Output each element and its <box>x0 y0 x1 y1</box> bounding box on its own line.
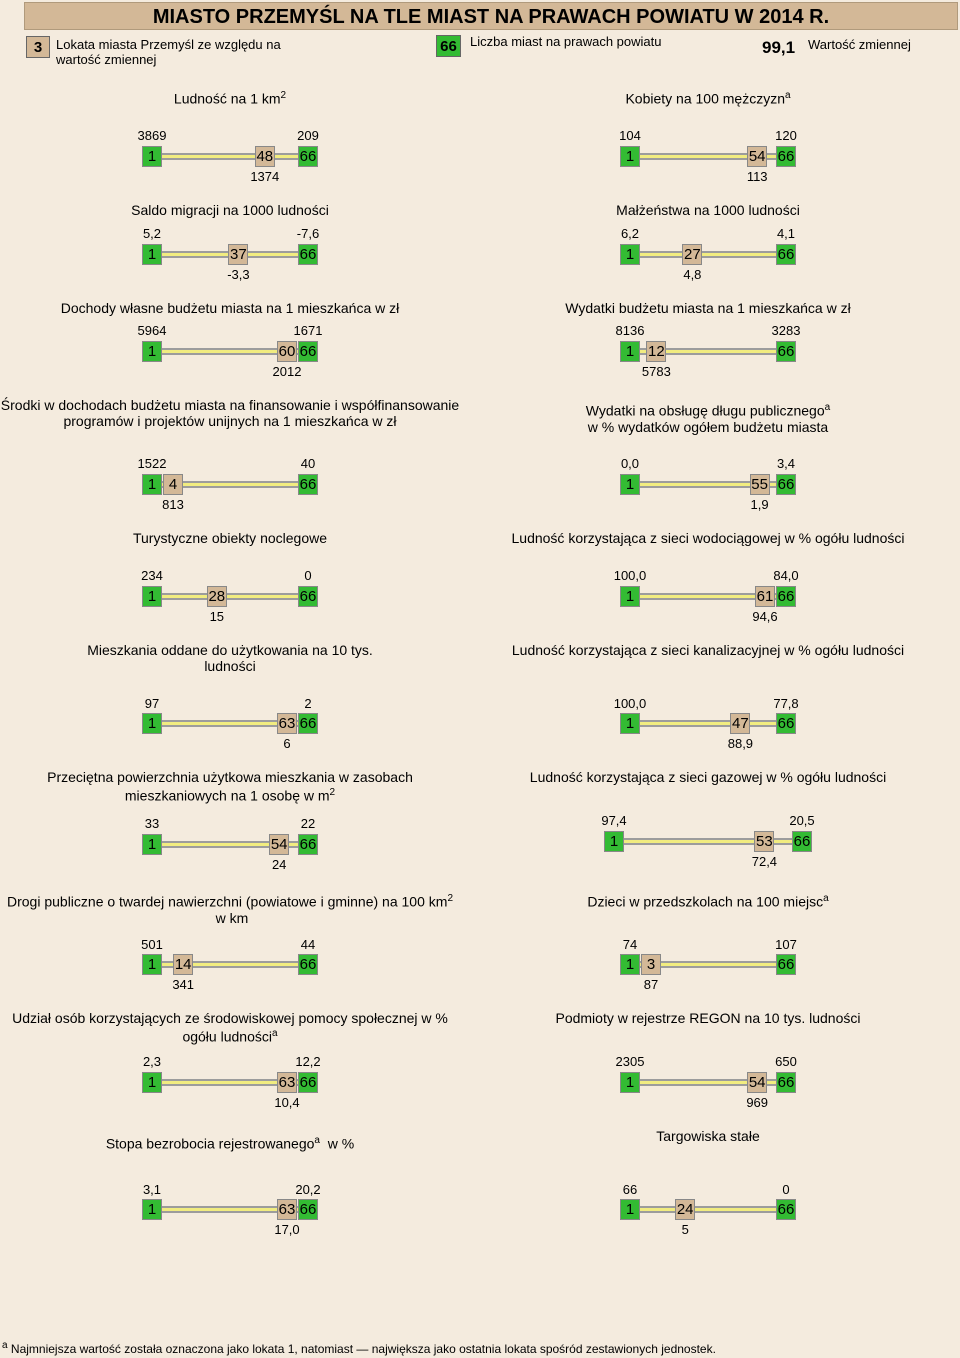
indicator-heading <box>478 88 938 107</box>
page-title: MIASTO PRZEMYŚL NA TLE MIAST NA PRAWACH POWIATU W 2014 R. <box>24 2 958 30</box>
scale-last-box: 66 <box>299 956 317 973</box>
indicator-scale-track <box>142 841 318 848</box>
scale-last-box: 66 <box>299 246 317 263</box>
indicator-heading-sup: a <box>784 90 791 101</box>
indicator-min-value: 97 <box>144 696 160 711</box>
indicator-heading-sup: a <box>823 893 829 904</box>
rank-marker: 28 <box>208 588 226 605</box>
rank-marker: 37 <box>230 246 247 263</box>
scale-last-box: 66 <box>777 956 795 973</box>
indicator-min-value: 3869 <box>137 128 167 143</box>
indicator-max-value: 2 <box>304 696 312 711</box>
indicator-city-value: 969 <box>746 1095 769 1110</box>
indicator-min-value: 6,2 <box>620 226 640 241</box>
indicator-max-value: 40 <box>300 456 316 471</box>
rank-marker: 27 <box>684 246 701 263</box>
scale-first-box: 1 <box>142 1199 162 1220</box>
indicator-heading <box>0 769 460 804</box>
indicator-min-value: 234 <box>141 568 163 583</box>
indicator-city-value: 1,9 <box>750 497 769 512</box>
indicator-min-value: 5964 <box>137 323 167 338</box>
indicator-heading-sup: 2 <box>447 893 453 904</box>
rank-marker: 24 <box>676 1201 694 1218</box>
indicator-city-value: 87 <box>643 977 659 992</box>
indicator-scale-track <box>604 838 812 845</box>
indicator-heading-text: Dochody własne budżetu miasta na 1 mieszkańca w zł <box>60 300 400 316</box>
indicator-heading <box>0 397 460 429</box>
indicator-heading <box>478 300 938 316</box>
scale-last-box: 66 <box>793 833 811 850</box>
rank-marker: 48 <box>256 148 274 165</box>
indicator-max-value: 209 <box>297 128 319 143</box>
scale-first-box: 1 <box>620 1072 640 1093</box>
indicator-max-value: 4,1 <box>776 226 796 241</box>
rank-marker: 54 <box>270 836 288 853</box>
scale-first-box: 1 <box>620 1199 640 1220</box>
indicator-min-value: 501 <box>141 937 163 952</box>
rank-marker: 47 <box>732 715 749 732</box>
indicator-min-value: 66 <box>622 1182 638 1197</box>
indicator-city-value: 6 <box>283 736 291 751</box>
indicator-min-value: 33 <box>144 816 160 831</box>
indicator-heading-text: Drogi publiczne o twardej nawierzchni (powiatowe i gminne) na 100 km <box>6 893 448 910</box>
scale-last-box: 66 <box>777 246 795 263</box>
scale-first-box: 1 <box>142 954 162 975</box>
scale-first-box: 1 <box>142 146 162 167</box>
indicator-city-value: 813 <box>162 497 184 512</box>
indicator-heading <box>0 300 460 316</box>
indicator-heading <box>478 1010 938 1026</box>
indicator-scale-track <box>620 720 796 727</box>
indicator-max-value: 20,2 <box>295 1182 321 1197</box>
indicator-heading-text: Mieszkania oddane do użytkowania na 10 tys. ludności <box>87 642 373 674</box>
scale-first-box: 1 <box>142 713 162 734</box>
indicator-max-value: 107 <box>775 937 797 952</box>
rank-marker: 63 <box>278 1201 296 1218</box>
scale-first-box: 1 <box>620 586 640 607</box>
indicator-min-value: 2305 <box>615 1054 645 1069</box>
scale-last-box: 66 <box>777 1201 795 1218</box>
scale-first-box: 1 <box>142 1072 162 1093</box>
indicator-min-value: 100,0 <box>613 696 647 711</box>
footnote <box>2 1340 716 1356</box>
indicator-max-value: 84,0 <box>773 568 799 583</box>
indicator-city-value: 94,6 <box>752 609 778 624</box>
indicator-heading-text: Ludność na 1 km <box>173 90 281 107</box>
indicator-min-value: 100,0 <box>613 568 647 583</box>
indicator-scale-track <box>620 153 796 160</box>
scale-last-box: 66 <box>299 1201 317 1218</box>
indicator-scale-track <box>620 1206 796 1213</box>
indicator-heading <box>478 891 938 910</box>
indicator-city-value: 24 <box>271 857 287 872</box>
scale-first-box: 1 <box>620 146 640 167</box>
legend-rank-text: Lokata miasta Przemyśl ze względu na wartość zmiennej <box>56 37 281 67</box>
indicator-heading-text: Przeciętna powierzchnia użytkowa mieszkania w zasobach mieszkaniowych na 1 osobę w m <box>47 769 413 804</box>
indicator-max-value: 12,2 <box>295 1054 321 1069</box>
indicator-scale-track <box>620 251 796 258</box>
indicator-max-value: 20,5 <box>789 813 815 828</box>
scale-last-box: 66 <box>299 588 317 605</box>
indicator-min-value: 5,2 <box>142 226 162 241</box>
scale-last-box: 66 <box>777 715 795 732</box>
indicator-min-value: 0,0 <box>620 456 640 471</box>
indicator-max-value: 0 <box>304 568 312 583</box>
indicator-heading-text-2: w % wydatków ogółem budżetu miasta <box>587 418 829 435</box>
indicator-scale-track <box>142 593 318 600</box>
scale-last-box: 66 <box>777 476 795 493</box>
indicator-min-value: 3,1 <box>142 1182 162 1197</box>
indicator-heading <box>478 1128 938 1144</box>
indicator-city-value: 88,9 <box>727 736 754 751</box>
indicator-heading-text: Środki w dochodach budżetu miasta na finansowanie i współfinansowanie programów i projektów unijnych na 1 mieszkańca w zł <box>0 397 460 429</box>
indicator-heading-text-2: w km <box>211 909 249 926</box>
indicator-city-value: 4,8 <box>683 267 702 282</box>
indicator-heading-sup: 2 <box>280 90 287 101</box>
rank-marker: 53 <box>756 833 773 850</box>
indicator-heading-sup: a <box>271 1028 278 1039</box>
indicator-scale-track <box>620 481 796 488</box>
indicator-max-value: 120 <box>775 128 797 143</box>
indicator-heading-text-2: w % <box>319 1135 355 1152</box>
footnote-text: Najmniejsza wartość została oznaczona jako lokata 1, natomiast — największa jako ostatnia lokata spośród zestawionych jednostek. <box>7 1342 716 1356</box>
rank-marker: 61 <box>756 588 774 605</box>
scale-first-box: 1 <box>142 244 162 265</box>
indicator-heading <box>0 88 460 107</box>
indicator-min-value: 74 <box>622 937 638 952</box>
footnote-marker: a <box>2 1340 8 1351</box>
scale-first-box: 1 <box>604 831 624 852</box>
scale-last-box: 66 <box>299 1074 317 1091</box>
indicator-heading <box>478 530 938 546</box>
indicator-max-value: 1671 <box>293 323 323 338</box>
indicator-heading <box>0 891 460 926</box>
scale-last-box: 66 <box>777 343 795 360</box>
rank-marker: 60 <box>278 343 296 360</box>
indicator-scale-track <box>142 153 318 160</box>
indicator-heading-text: Dzieci w przedszkolach na 100 miejsc <box>587 893 824 910</box>
indicator-city-value: 2012 <box>272 364 302 379</box>
indicator-heading-text: Ludność korzystająca z sieci gazowej w % ogółu ludności <box>529 769 887 785</box>
scale-last-box: 66 <box>777 1074 795 1091</box>
indicator-heading-text: Kobiety na 100 mężczyzn <box>625 90 785 107</box>
indicator-heading <box>80 642 380 674</box>
indicator-min-value: 1522 <box>137 456 167 471</box>
indicator-heading <box>478 769 938 785</box>
rank-marker: 14 <box>174 956 192 973</box>
indicator-heading-text: Ludność korzystająca z sieci wodociągowej w % ogółu ludności <box>511 530 905 546</box>
indicator-max-value: -7,6 <box>296 226 320 241</box>
indicator-heading <box>0 530 460 546</box>
indicator-max-value: 77,8 <box>773 696 799 711</box>
indicator-city-value: 17,0 <box>274 1222 300 1237</box>
indicator-heading <box>478 642 938 658</box>
indicator-city-value: 15 <box>209 609 225 624</box>
scale-first-box: 1 <box>620 713 640 734</box>
indicator-heading-sup: a <box>314 1135 320 1146</box>
scale-last-box: 66 <box>299 148 317 165</box>
indicator-city-value: 72,4 <box>751 854 778 869</box>
legend-rank-box: 3 <box>26 36 50 58</box>
indicator-min-value: 2,3 <box>142 1054 162 1069</box>
rank-marker: 63 <box>278 1074 296 1091</box>
scale-first-box: 1 <box>142 341 162 362</box>
rank-marker: 63 <box>278 715 296 732</box>
scale-first-box: 1 <box>620 244 640 265</box>
indicator-heading-text: Małżeństwa na 1000 ludności <box>616 202 800 218</box>
legend-count-text: Liczba miast na prawach powiatu <box>470 34 662 49</box>
rank-marker: 54 <box>748 148 766 165</box>
indicator-heading <box>0 1133 460 1152</box>
indicator-heading-text: Podmioty w rejestrze REGON na 10 tys. ludności <box>555 1010 861 1026</box>
indicator-max-value: 3,4 <box>776 456 796 471</box>
indicator-city-value: 5783 <box>641 364 671 379</box>
rank-marker: 54 <box>748 1074 766 1091</box>
indicator-min-value: 97,4 <box>601 813 627 828</box>
indicator-city-value: 1374 <box>250 169 280 184</box>
scale-first-box: 1 <box>620 341 640 362</box>
rank-marker: 55 <box>751 476 768 493</box>
indicator-city-value: 5 <box>681 1222 689 1237</box>
indicator-max-value: 650 <box>775 1054 797 1069</box>
scale-last-box: 66 <box>299 715 317 732</box>
indicator-heading-text: Udział osób korzystających ze środowiskowej pomocy społecznej w % ogółu ludności <box>12 1010 448 1045</box>
legend-count-box: 66 <box>436 35 461 57</box>
indicator-min-value: 8136 <box>615 323 645 338</box>
indicator-max-value: 3283 <box>771 323 801 338</box>
indicator-heading-text: Turystyczne obiekty noclegowe <box>132 530 328 546</box>
legend-sample-value: 99,1 <box>762 38 796 57</box>
rank-marker: 12 <box>648 343 665 360</box>
scale-first-box: 1 <box>142 474 162 495</box>
indicator-heading-text: Targowiska stałe <box>656 1128 760 1144</box>
indicator-city-value: 113 <box>746 169 768 184</box>
scale-last-box: 66 <box>777 148 795 165</box>
indicator-city-value: -3,3 <box>227 267 250 282</box>
legend-sample-text: Wartość zmiennej <box>808 37 911 52</box>
indicator-min-value: 104 <box>619 128 641 143</box>
indicator-scale-track <box>142 961 318 968</box>
indicator-heading-text: Saldo migracji na 1000 ludności <box>131 202 329 218</box>
scale-first-box: 1 <box>142 586 162 607</box>
scale-last-box: 66 <box>299 836 317 853</box>
scale-last-box: 66 <box>777 588 795 605</box>
indicator-max-value: 22 <box>300 816 316 831</box>
scale-last-box: 66 <box>299 343 317 360</box>
indicator-scale-track <box>620 1079 796 1086</box>
indicator-city-value: 341 <box>172 977 195 992</box>
scale-last-box: 66 <box>299 476 317 493</box>
scale-first-box: 1 <box>620 954 640 975</box>
indicator-heading-text: Wydatki na obsługę długu publicznego <box>585 402 825 419</box>
indicator-heading-text: Ludność korzystająca z sieci kanalizacyjnej w % ogółu ludności <box>511 642 905 658</box>
indicator-heading <box>478 400 938 435</box>
rank-marker: 3 <box>641 954 661 975</box>
indicator-heading-text: Stopa bezrobocia rejestrowanego <box>105 1135 315 1152</box>
indicator-heading-text: Wydatki budżetu miasta na 1 mieszkańca w zł <box>565 300 851 316</box>
indicator-heading <box>0 1010 460 1045</box>
indicator-heading-sup: 2 <box>329 787 336 798</box>
indicator-max-value: 44 <box>300 937 316 952</box>
indicator-heading-sup: a <box>824 402 831 413</box>
rank-marker: 4 <box>163 474 183 495</box>
indicator-heading <box>478 202 938 218</box>
scale-first-box: 1 <box>620 474 640 495</box>
scale-first-box: 1 <box>142 834 162 855</box>
indicator-city-value: 10,4 <box>274 1095 300 1110</box>
indicator-heading <box>0 202 460 218</box>
indicator-max-value: 0 <box>782 1182 790 1197</box>
